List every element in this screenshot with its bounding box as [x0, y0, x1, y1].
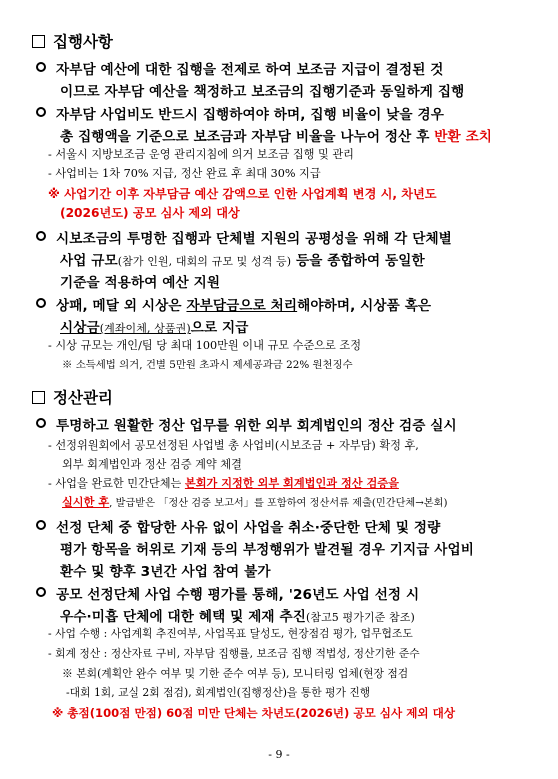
bullet-text-cont: [60, 125, 492, 145]
text-span-small: (참가 인원, 대회의 규모 및 성격 등): [117, 255, 292, 268]
bullet-text-cont: [60, 316, 249, 336]
text-span: 우수·미흡 단체에 대한 혜택 및 제재 추진: [60, 609, 306, 625]
bullet-text-cont: [60, 249, 425, 269]
text-span: 해야하며, 시상품 혹은: [297, 298, 432, 314]
page-number: - 9 -: [268, 748, 290, 761]
section-title: 정산관리: [53, 389, 113, 407]
dash-item: [48, 475, 399, 491]
dash-item-cont: 외부 회계법인과 정산 검증 계약 체결: [62, 458, 242, 471]
circle-bullet-icon: [36, 587, 46, 597]
circle-bullet-icon: [36, 520, 46, 530]
bullet-text: 시보조금의 투명한 집행과 단체별 지원의 공평성을 위해 각 단체별: [56, 231, 452, 247]
checkbox-square-icon: [32, 35, 45, 48]
red-note: ※ 총점(100점 만점) 60점 미만 단체는 차년도(2026년) 공모 심사 제외 대상: [52, 706, 456, 720]
text-span-small: (참고5 평가기준 참조): [305, 611, 415, 624]
circle-bullet-icon: [36, 62, 46, 72]
circle-bullet-icon: [36, 231, 46, 241]
underlined-text: 시상금: [60, 320, 100, 336]
dash-item: - 사업비는 1차 70% 지급, 정산 완료 후 최대 30% 지급: [48, 167, 321, 180]
text-span: 상패, 메달 외 시상은: [56, 298, 187, 314]
underlined-text-small: (계좌이체, 상품권): [99, 322, 191, 335]
note-item-cont: -대회 1회, 교실 2회 점검), 회계법인(집행정산)을 통한 평가 진행: [66, 686, 371, 699]
bullet-text-cont: 환수 및 향후 3년간 사업 참여 불가: [60, 564, 271, 580]
bullet-text: 공모 선정단체 사업 수행 평가를 통해, '26년도 사업 선정 시: [56, 587, 420, 603]
text-span: 으로 지급: [190, 320, 249, 336]
circle-bullet-icon: [36, 107, 46, 117]
bullet-text-cont: 기준을 적용하여 예산 지원: [60, 275, 221, 291]
checkbox-square-icon: [32, 391, 45, 404]
red-underlined-text: 실시한 후: [62, 496, 110, 509]
dash-item-cont: [62, 494, 447, 510]
underlined-text: 자부담금으로 처리: [186, 298, 298, 314]
circle-bullet-icon: [36, 418, 46, 428]
red-underlined-text: 본회가 지정한 외부 회계법인과 정산 검증을: [184, 477, 399, 490]
bullet-text-cont: 평가 항목을 허위로 기재 등의 부정행위가 발견될 경우 기지급 사업비: [60, 542, 474, 558]
dash-item: - 회계 정산 : 정산자료 구비, 자부담 집행률, 보조금 집행 적법성, 정산기한 준수: [48, 647, 420, 660]
bullet-item: [36, 414, 457, 434]
bullet-item: [36, 516, 440, 536]
circle-bullet-icon: [36, 298, 46, 308]
red-note: ※ 사업기간 이후 자부담금 예산 감액으로 인한 사업계획 변경 시, 차년도: [48, 187, 437, 201]
dash-item: - 선정위원회에서 공모선정된 사업별 총 사업비(시보조금 + 자부담) 확정 후,: [48, 439, 419, 452]
bullet-text: 자부담 예산에 대한 집행을 전제로 하여 보조금 지급이 결정된 것: [56, 62, 444, 78]
text-span: 사업 규모: [60, 253, 118, 269]
bullet-text-cont: [60, 605, 415, 625]
note-item: ※ 소득세법 의거, 건별 5만원 초과시 제세공과금 22% 원천징수: [62, 359, 353, 371]
bullet-text: 자부담 사업비도 반드시 집행하여야 하며, 집행 비율이 낮을 경우: [56, 107, 444, 123]
dash-item: - 시상 규모는 개인/팀 당 최대 100만원 이내 규모 수준으로 조정: [48, 339, 362, 352]
section-heading-settlement: [32, 386, 113, 408]
highlight-return-action: 반환 조치: [434, 129, 493, 145]
note-item: ※ 본회(계획안 완수 여부 및 기한 준수 여부 등), 모니터링 업체(현장 점검: [62, 667, 409, 680]
bullet-item: [36, 294, 431, 314]
dash-item: - 사업 수행 : 사업계획 추진여부, 사업목표 달성도, 현장점검 평가, 업무협조도: [48, 627, 413, 640]
text-span: 총 집행액을 기준으로 보조금과 자부담 비율을 나누어 정산 후: [60, 129, 435, 145]
bullet-text-cont: 이므로 자부담 예산을 책정하고 보조금의 집행기준과 동일하게 집행: [60, 84, 465, 100]
bullet-item: [36, 583, 419, 603]
bullet-item: [36, 227, 452, 247]
text-span: 등을 종합하여 동일한: [291, 253, 425, 269]
red-note-cont: (2026년도) 공모 심사 제외 대상: [60, 206, 240, 220]
bullet-item: [36, 58, 444, 78]
dash-item: - 서울시 지방보조금 운영 관리지침에 의거 보조금 집행 및 관리: [48, 148, 354, 161]
bullet-item: [36, 103, 444, 123]
text-span: - 사업을 완료한 민간단체는: [48, 477, 185, 490]
bullet-text: 선정 단체 중 합당한 사유 없이 사업을 취소·중단한 단체 및 정량: [56, 520, 441, 536]
bullet-text: 투명하고 원활한 정산 업무를 위한 외부 회계법인의 정산 검증 실시: [56, 418, 457, 434]
text-span: , 발급받은 「정산 검증 보고서」를 포함하여 정산서류 제출(민간단체→본회): [109, 498, 448, 509]
section-heading-execution: [32, 30, 113, 52]
section-title: 집행사항: [53, 33, 113, 51]
